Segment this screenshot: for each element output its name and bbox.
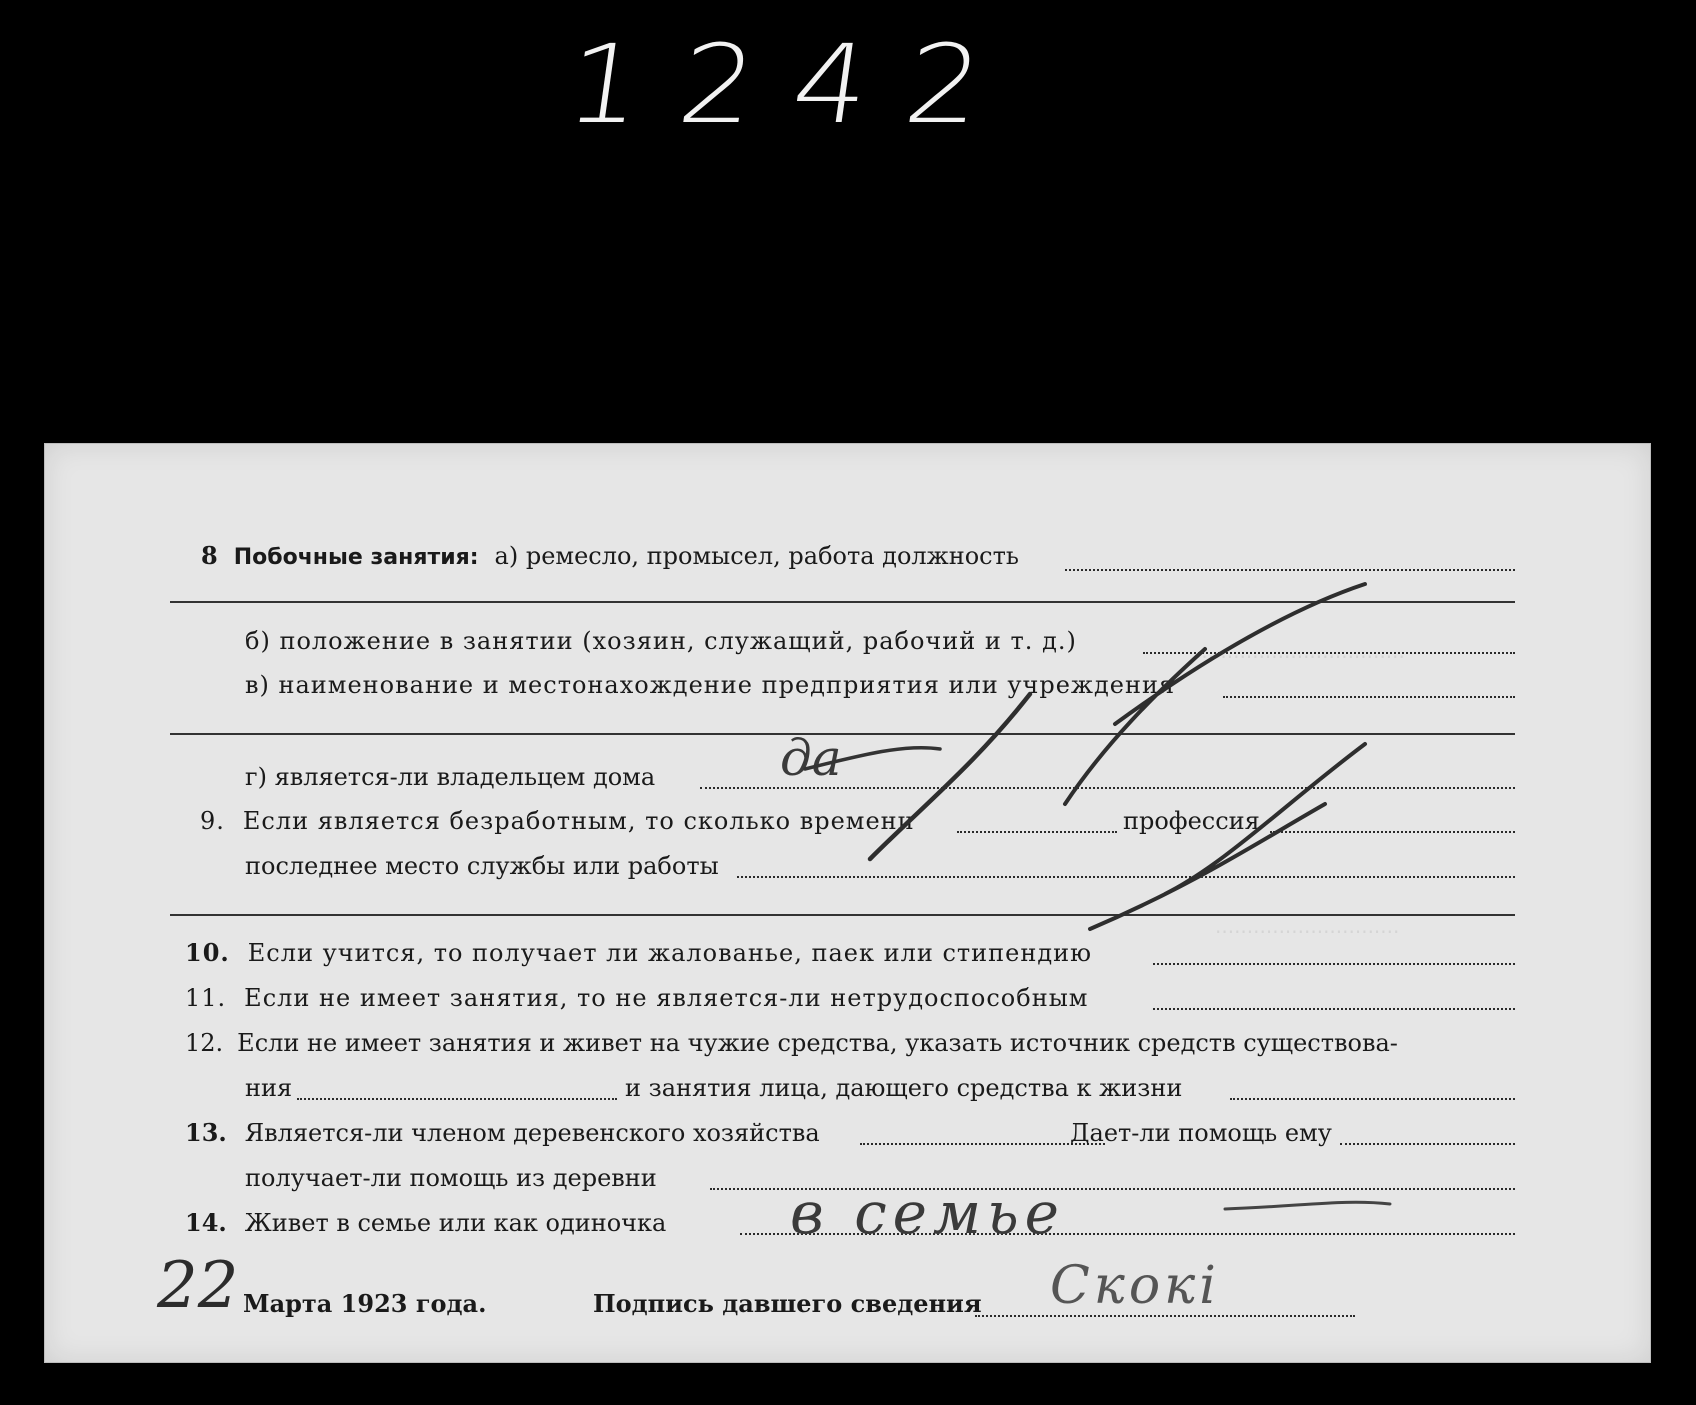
q11-answer-line[interactable]: [1153, 1008, 1515, 1010]
q8-number: 8: [201, 541, 218, 570]
q12-occupation-line[interactable]: [1230, 1098, 1515, 1100]
q8-v-answer-line[interactable]: [1223, 696, 1515, 698]
q11-text: Если не имеет занятия, то не является-ли нетрудоспособным: [244, 984, 1089, 1012]
q8-v-row: [245, 663, 1175, 699]
q9-profession-line[interactable]: [1270, 831, 1515, 833]
q9-number: 9.: [200, 807, 225, 835]
q12-source-line[interactable]: [297, 1098, 617, 1100]
q13-help-row: [1070, 1111, 1332, 1147]
q8-g-row: [245, 755, 655, 791]
q9-row: [200, 799, 915, 835]
q13-text3: получает-ли помощь из деревни: [245, 1164, 657, 1192]
q8-label: Побочные занятия:: [233, 545, 479, 570]
q13-row2: [245, 1156, 657, 1192]
q8-a-continuation-line[interactable]: [170, 601, 1515, 603]
footer-signature-handwritten: Скокі: [1050, 1256, 1220, 1316]
q12-row2b: [625, 1066, 1182, 1102]
q8-row: [201, 534, 1019, 570]
q8-g-text: г) является-ли владельцем дома: [245, 763, 656, 791]
q14-handwritten-answer: в семье: [790, 1179, 1065, 1247]
q8-v-text: в) наименование и местонахождение предприятия или учреждения: [245, 671, 1176, 699]
q10-answer-line[interactable]: [1153, 963, 1515, 965]
q8-a-answer-line[interactable]: [1065, 569, 1515, 571]
q13-number: 13.: [185, 1118, 227, 1147]
q9-profession-label: профессия: [1123, 807, 1260, 835]
q11-row: [185, 976, 1088, 1012]
footer-signature-label: Подпись давшего сведения: [593, 1289, 982, 1318]
strike-stroke-lower: [1090, 744, 1365, 929]
q12-row2: [245, 1066, 292, 1102]
q13-text: Является-ли членом деревенского хозяйства: [244, 1119, 820, 1147]
q9-duration-line[interactable]: [957, 831, 1117, 833]
q8-g-handwritten-answer: да: [780, 729, 842, 787]
footer-day-handwritten: 22: [157, 1249, 239, 1323]
q8-g-answer-line[interactable]: [700, 787, 1515, 789]
q8-b-text: б) положение в занятии (хозяин, служащий, рабочий и т. д.): [245, 627, 1077, 655]
q13-row: [185, 1111, 820, 1147]
q8-v-continuation-line[interactable]: [170, 733, 1515, 735]
q12-text: Если не имеет занятия и живет на чужие средства, указать источник средств существова-: [237, 1029, 1398, 1057]
q9-continuation-line[interactable]: [170, 914, 1515, 916]
footer-date-row: [243, 1282, 486, 1318]
q10-text: Если учится, то получает ли жалованье, паек или стипендию: [247, 939, 1093, 967]
q12-row: [185, 1021, 1398, 1057]
q13-text2: Дает-ли помощь ему: [1070, 1119, 1332, 1147]
q12-number: 12.: [185, 1029, 224, 1057]
q12-text3: и занятия лица, дающего средства к жизни: [625, 1074, 1183, 1102]
q11-number: 11.: [185, 984, 227, 1012]
q12-text2: ния: [245, 1074, 293, 1102]
q14-answer-flourish: [1225, 1202, 1390, 1209]
q13-help-line[interactable]: [1340, 1143, 1515, 1145]
q9-last-place-line[interactable]: [737, 876, 1515, 878]
q8-b-answer-line[interactable]: [1143, 652, 1515, 654]
questionnaire-card: ................................. ............................. 8 Побочные занятия: а) ремесло, промысел, работа должность б) положение в занятии (хозяин, служащий, рабочий и т. д.) в) наименование и местонахождение предприятия или учреждения г) является-ли владельцем дома да 9. Если является безработным, то сколько времени профессия последнее место службы или работы 10. Если учится, то получает ли жалованье, паек или стипендию 11. Если не имеет занятия, то не является-ли нетрудоспособным 12. Если не имеет занятия и живет на чужие средства, указать источник средств существова- ния и занятия лица, дающего средства к жизни 13. Является-ли членом деревенского хозяйства Дает-ли помощь ему получает-ли помощь из деревни 14. Живет в семье или как одиночка в семье 22 Марта 1923 года. Подпись давшего сведения Скокі: [44, 443, 1651, 1363]
q14-number: 14.: [185, 1208, 227, 1237]
footer-date-text: Марта 1923 года.: [243, 1289, 487, 1318]
q9-text: Если является безработным, то сколько времени: [242, 807, 915, 835]
q10-number: 10.: [185, 938, 230, 967]
q9-profession-row: [1123, 799, 1260, 835]
q8-b-row: [245, 619, 1077, 655]
q9-last-place-text: последнее место службы или работы: [245, 852, 719, 880]
archive-number: 1242: [558, 20, 1029, 148]
q14-row: [185, 1201, 666, 1237]
q8-a-text: а) ремесло, промысел, работа должность: [494, 542, 1019, 570]
q10-row: [185, 931, 1092, 967]
q9-last-place-row: [245, 844, 719, 880]
q14-text: Живет в семье или как одиночка: [244, 1209, 667, 1237]
footer-signature-row: [593, 1282, 982, 1318]
q13-member-line[interactable]: [860, 1143, 1105, 1145]
